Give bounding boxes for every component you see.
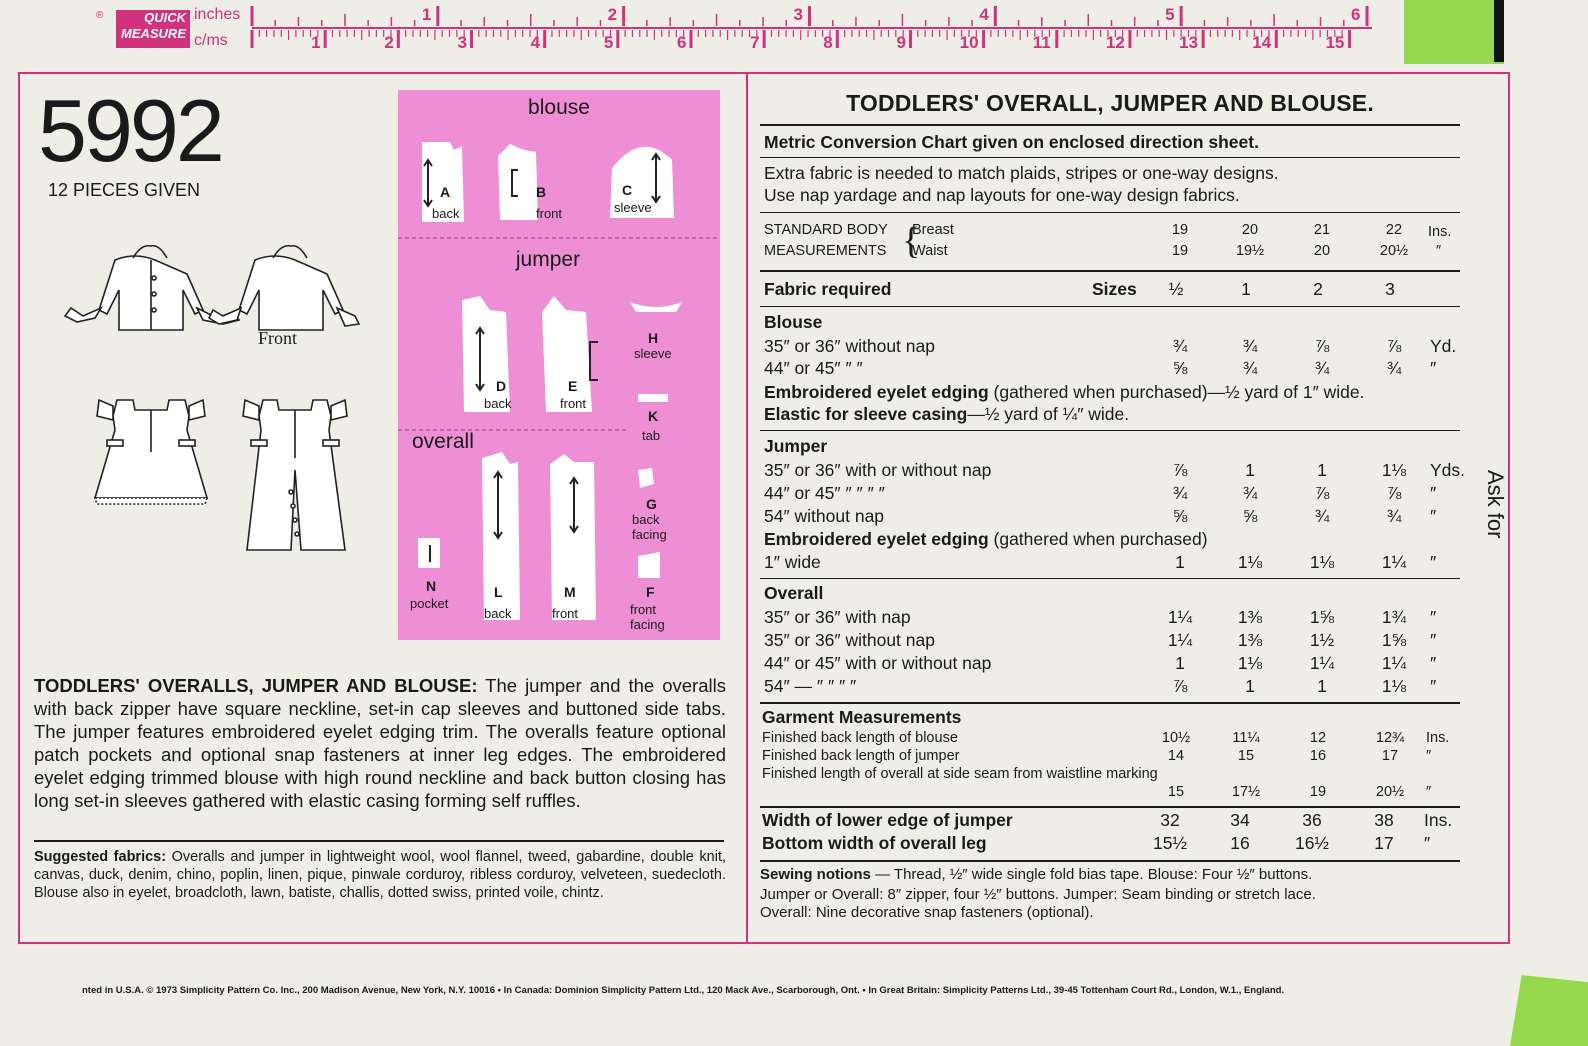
garment-row-value: 11¼: [1232, 730, 1260, 746]
piece-name-d: back: [484, 396, 512, 411]
width-row-value: 34: [1230, 810, 1250, 830]
overall-row-value: 1⅛: [1237, 653, 1263, 673]
overall-row-value: 1: [1175, 653, 1185, 673]
sewing-notions-line-2: Jumper or Overall: 8″ zipper, four ½″ buttons. Jumper: Seam binding or stretch lace.: [760, 886, 1316, 903]
overall-row-value: 1¼: [1167, 630, 1193, 650]
waist-value: 19½: [1235, 243, 1265, 259]
rule-extra: [760, 212, 1460, 213]
column-divider: [746, 72, 748, 944]
jumper-row-label: 54″ without nap: [764, 506, 885, 526]
blouse-elastic-line: [764, 404, 1129, 425]
blouse-front-illustration: [209, 246, 359, 330]
breast-value: 22: [1385, 222, 1403, 238]
inch-label: 5: [1165, 5, 1175, 24]
description-body: The jumper and the overalls with back zipper have square neckline, set-in cap sleeves and buttoned side tabs. The jumper features embroidered eyelet edging trim. The overalls feature optional patch pockets and optional snap fasteners at inner leg edges. The embroidered eyelet edging trimmed blouse with high round neckline and back button closing has long set-in sleeves gathered with elastic casing forming self ruffles.: [34, 675, 726, 811]
cm-label: 2: [384, 33, 394, 52]
blouse-elastic-rest: —½ yard of ¼″ wide.: [967, 404, 1130, 424]
piece-letter-c: C: [622, 182, 633, 198]
piece-f-shape: [638, 552, 660, 578]
garment-row-label: Finished back length of jumper: [762, 748, 960, 764]
width-row-value: 16½: [1294, 833, 1330, 853]
waist-value: 20: [1313, 243, 1331, 259]
jumper-row-unit: Yds.: [1430, 460, 1466, 480]
overall-row-unit: ″: [1430, 676, 1437, 696]
jumper-row-value: ⅝: [1172, 506, 1188, 526]
piece-name-g: back facing: [632, 512, 667, 542]
piece-letter-k: K: [648, 408, 659, 424]
size-value: ½: [1168, 279, 1184, 299]
overall-row-value: 1⅜: [1237, 630, 1263, 650]
blouse-row-value: ¾: [1386, 358, 1402, 378]
notions-text-1: — Thread, ½″ wide single fold bias tape. Blouse: Four ½″ buttons.: [875, 866, 1313, 883]
waist-value: 19: [1171, 243, 1189, 259]
overall-heading: Overall: [764, 583, 824, 603]
front-label: Front: [258, 328, 298, 348]
body-label-2: MEASUREMENTS: [764, 243, 887, 259]
overall-row-unit: ″: [1430, 630, 1437, 650]
garment-row-value: 15: [1167, 784, 1185, 800]
overall-row-value: 1¾: [1381, 607, 1407, 627]
fabric-required-label: Fabric required: [764, 279, 892, 299]
width-row-value: 32: [1160, 810, 1180, 830]
body-unit-ditto: ″: [1436, 243, 1442, 259]
pattern-number: 5992: [38, 81, 222, 180]
jumper-eyelet-row-value: 1⅛: [1237, 552, 1263, 572]
inches-unit-label: inches: [194, 6, 241, 23]
cm-label: 8: [823, 33, 833, 52]
piece-e-shape: [542, 296, 592, 412]
waist-value: 20½: [1379, 243, 1409, 259]
blouse-row-value: ¾: [1242, 336, 1258, 356]
blouse-eyelet-bold: Embroidered eyelet edging: [764, 382, 989, 402]
jumper-eyelet-row-label: 1″ wide: [764, 552, 821, 572]
piece-name-a: back: [432, 206, 460, 221]
tape-scrap-bottom: [1510, 975, 1588, 1046]
overall-section-title: overall: [412, 430, 474, 453]
quick-measure-brand-top: QUICK: [144, 10, 186, 25]
body-label-1: STANDARD BODY: [764, 222, 888, 238]
rule-metric: [760, 157, 1460, 158]
piece-name-l: back: [484, 606, 512, 621]
cm-label: 13: [1179, 33, 1199, 52]
blouse-row-value: ⅝: [1172, 358, 1188, 378]
rule-body: [760, 270, 1460, 272]
jumper-row-value: ¾: [1386, 506, 1402, 526]
width-row-value: 36: [1302, 810, 1322, 830]
overall-row-label: 54″ — ″ ″ ″ ″: [764, 676, 857, 696]
overall-row-label: 35″ or 36″ without nap: [764, 630, 935, 650]
blouse-row-value: ⅞: [1314, 336, 1330, 356]
garment-row-value: 12: [1309, 730, 1327, 746]
ruler-scale: [0, 0, 1400, 60]
jumper-row-label: 44″ or 45″ ″ ″ ″ ″: [764, 483, 885, 503]
pattern-pieces-panel: [398, 90, 720, 640]
garment-row-value: 17: [1381, 748, 1399, 764]
blouse-section-title: blouse: [528, 96, 590, 119]
overall-row-value: 1⅛: [1381, 676, 1407, 696]
jumper-row-label: 35″ or 36″ with or without nap: [764, 460, 992, 480]
garment-row-unit: ″: [1426, 784, 1432, 800]
piece-letter-b: B: [536, 184, 547, 200]
table-rule: [760, 430, 1460, 431]
cm-label: 15: [1325, 33, 1345, 52]
width-row-unit: ″: [1424, 833, 1431, 853]
overall-row-unit: ″: [1430, 653, 1437, 673]
cm-unit-label: c/ms: [194, 32, 228, 49]
rule-title: [760, 124, 1460, 126]
garment-row-value: 15: [1237, 748, 1255, 764]
blouse-elastic-bold: Elastic for sleeve casing: [764, 404, 968, 424]
garment-row-label: Finished length of overall at side seam from waistline marking: [762, 766, 1158, 782]
piece-name-k: tab: [642, 428, 661, 443]
jumper-row-value: ⅞: [1386, 483, 1402, 503]
piece-name-f: front facing: [630, 602, 665, 632]
jumper-row-value: ¾: [1314, 506, 1330, 526]
suggested-fabrics: [34, 848, 726, 902]
piece-letter-l: L: [494, 584, 503, 600]
cm-label: 10: [959, 33, 979, 52]
sewing-notions-line-3: Overall: Nine decorative snap fasteners (optional).: [760, 904, 1094, 921]
piece-d-shape: [462, 296, 510, 412]
garment-row-value: 10½: [1161, 730, 1191, 746]
jumper-row-value: 1: [1317, 460, 1327, 480]
piece-name-b: front: [536, 206, 563, 221]
blouse-row-value: ¾: [1242, 358, 1258, 378]
piece-k-shape: [638, 394, 668, 402]
cm-label: 6: [676, 33, 687, 52]
fabrics-lead: Suggested fabrics:: [34, 849, 167, 865]
overall-row-value: 1¼: [1167, 607, 1193, 627]
tape-scrap-top: [1404, 0, 1504, 64]
sizes-label: Sizes: [1092, 279, 1137, 299]
piece-letter-m: M: [564, 584, 576, 600]
pieces-given: 12 PIECES GIVEN: [48, 180, 201, 200]
cm-label: 4: [530, 33, 541, 52]
jumper-eyelet-bold: Embroidered eyelet edging: [764, 529, 989, 549]
cm-label: 9: [896, 33, 906, 52]
size-value: 1: [1241, 279, 1251, 299]
blouse-row-label: 44″ or 45″ ″ ″: [764, 358, 863, 378]
cm-label: 11: [1032, 33, 1051, 52]
table-rule: [760, 702, 1460, 704]
jumper-row-value: 1⅛: [1381, 460, 1407, 480]
cm-label: 14: [1252, 33, 1272, 52]
pattern-description: [34, 674, 726, 812]
quick-measure-brand-bottom: MEASURE: [120, 26, 186, 41]
garment-illustrations: [55, 230, 360, 560]
jumper-eyelet-row-unit: ″: [1430, 552, 1437, 572]
garment-row-value: 17½: [1231, 784, 1261, 800]
cm-label: 12: [1105, 33, 1125, 52]
pattern-pieces-diagram: [398, 90, 720, 640]
extra-fabric-note-1: Extra fabric is needed to match plaids, stripes or one-way designs.: [764, 163, 1279, 183]
description-rule: [34, 840, 724, 842]
piece-b-shape: [498, 144, 538, 220]
piece-letter-a: A: [440, 184, 451, 200]
table-rule: [760, 860, 1460, 862]
jumper-row-value: ¾: [1172, 483, 1188, 503]
blouse-heading: Blouse: [764, 312, 823, 332]
width-row-label: Bottom width of overall leg: [762, 833, 987, 853]
width-row-value: 15½: [1152, 833, 1188, 853]
piece-name-c: sleeve: [614, 200, 652, 215]
table-rule: [760, 806, 1460, 808]
jumper-eyelet-row-value: 1⅛: [1309, 552, 1335, 572]
ask-for-text: Ask for: [1483, 470, 1508, 539]
cm-label: 7: [750, 33, 760, 52]
overall-row-unit: ″: [1430, 607, 1437, 627]
inch-label: 3: [793, 5, 803, 24]
jumper-heading: Jumper: [764, 436, 828, 456]
description-lead: TODDLERS' OVERALLS, JUMPER AND BLOUSE:: [34, 675, 478, 696]
inch-label: 4: [979, 5, 989, 24]
piece-name-e: front: [560, 396, 587, 411]
jumper-row-value: ⅞: [1172, 460, 1188, 480]
sewing-notions-line-1: [760, 866, 1312, 883]
breast-label: Breast: [912, 222, 954, 238]
rule-sizes: [760, 306, 1460, 307]
blouse-row-value: ¾: [1172, 336, 1188, 356]
notions-lead: Sewing notions: [760, 866, 871, 883]
tape-mark: [1494, 0, 1504, 62]
inch-label: 2: [607, 5, 618, 24]
blouse-eyelet-rest: (gathered when purchased)—½ yard of 1″ wide.: [988, 382, 1365, 402]
jumper-row-value: ⅝: [1242, 506, 1258, 526]
overall-row-value: ⅞: [1172, 676, 1188, 696]
overall-row-value: 1⅜: [1237, 607, 1263, 627]
cm-label: 3: [457, 33, 467, 52]
garment-row-unit: Ins.: [1426, 730, 1450, 746]
cm-label: 5: [603, 33, 614, 52]
jumper-illustration: [95, 400, 207, 504]
width-row-label: Width of lower edge of jumper: [762, 810, 1013, 830]
copyright-footer: nted in U.S.A. © 1973 Simplicity Pattern Co. Inc., 200 Madison Avenue, New York, N.Y. 10016 • In Canada: Dominion Simplicity Pattern Ltd., 120 Mack Ave., Scarborough, Ont. • In Great Britain: Simplicity Patterns Ltd., 39-45 Tottenham Court Rd., London, W.1., England.: [82, 985, 1285, 996]
overall-illustration: [243, 400, 347, 550]
blouse-row-label: 35″ or 36″ without nap: [764, 336, 935, 356]
jumper-row-value: ⅞: [1314, 483, 1330, 503]
overall-row-value: 1: [1245, 676, 1255, 696]
metric-note: Metric Conversion Chart given on enclosed direction sheet.: [764, 132, 1259, 152]
garment-row-value: 16: [1309, 748, 1327, 764]
garment-row-value: 14: [1167, 748, 1185, 764]
chart-title: TODDLERS' OVERALL, JUMPER AND BLOUSE.: [846, 90, 1374, 116]
jumper-eyelet-row-value: 1¼: [1381, 552, 1407, 572]
quick-measure-ruler: [0, 0, 1588, 70]
piece-letter-n: N: [426, 578, 437, 594]
overall-row-value: 1¼: [1381, 653, 1407, 673]
garment-heading: Garment Measurements: [762, 707, 962, 727]
garment-row-value: 20½: [1375, 784, 1405, 800]
registered-mark: ®: [96, 10, 104, 21]
piece-letter-f: F: [646, 584, 655, 600]
jumper-eyelet-rest: (gathered when purchased): [988, 529, 1208, 549]
overall-row-label: 44″ or 45″ with or without nap: [764, 653, 992, 673]
jumper-row-value: 1: [1245, 460, 1255, 480]
blouse-row-unit: Yd.: [1430, 336, 1457, 356]
size-value: 2: [1313, 279, 1323, 299]
piece-g-shape: [638, 468, 654, 488]
jumper-row-value: ¾: [1242, 483, 1258, 503]
garment-row-value: 12¾: [1375, 730, 1405, 746]
garment-row-label: Finished back length of blouse: [762, 730, 958, 746]
piece-name-m: front: [552, 606, 579, 621]
width-row-value: 16: [1230, 833, 1250, 853]
inch-label: 6: [1351, 5, 1361, 24]
breast-value: 19: [1171, 222, 1189, 238]
jumper-row-unit: ″: [1430, 483, 1437, 503]
garment-row-unit: ″: [1426, 748, 1432, 764]
piece-letter-d: D: [496, 378, 507, 394]
blouse-row-value: ⅞: [1386, 336, 1402, 356]
blouse-row-value: ¾: [1314, 358, 1330, 378]
breast-value: 21: [1313, 222, 1331, 238]
overall-row-value: 1⅝: [1309, 607, 1335, 627]
piece-letter-g: G: [646, 496, 657, 512]
jumper-eyelet-row-value: 1: [1175, 552, 1185, 572]
waist-label: Waist: [912, 243, 948, 259]
extra-fabric-note-2: Use nap yardage and nap layouts for one-way design fabrics.: [764, 185, 1240, 205]
jumper-section-title: jumper: [515, 248, 581, 271]
overall-row-value: 1½: [1309, 630, 1335, 650]
fabrics-body: Overalls and jumper in lightweight wool, wool flannel, tweed, gabardine, double knit, canvas, duck, denim, chino, poplin, linen, pique, pinwale corduroy, ribless corduroy, velveteen, suedecloth. Blouse also in eyelet, broadcloth, lawn, batiste, challis, dotted swiss, printed voile, chintz.: [34, 849, 727, 901]
overall-row-value: 1⅝: [1381, 630, 1407, 650]
garment-row-value: 19: [1309, 784, 1327, 800]
inch-label: 1: [421, 5, 432, 24]
table-rule: [760, 578, 1460, 579]
piece-letter-h: H: [648, 330, 659, 346]
brace-symbol: {: [902, 220, 921, 262]
jumper-row-unit: ″: [1430, 506, 1437, 526]
piece-letter-e: E: [568, 378, 578, 394]
cm-label: 1: [311, 33, 321, 52]
piece-name-h: sleeve: [634, 346, 672, 361]
overall-row-label: 35″ or 36″ with nap: [764, 607, 911, 627]
size-value: 3: [1385, 279, 1395, 299]
width-row-value: 38: [1374, 810, 1394, 830]
piece-h-shape: [630, 302, 682, 312]
jumper-eyelet-line: [764, 529, 1208, 550]
overall-row-value: 1¼: [1309, 653, 1335, 673]
blouse-row-unit: ″: [1430, 358, 1437, 378]
body-unit-ins: Ins.: [1428, 224, 1452, 240]
piece-name-n: pocket: [410, 596, 449, 611]
blouse-eyelet-line: [764, 382, 1365, 403]
breast-value: 20: [1241, 222, 1259, 238]
width-row-unit: Ins.: [1424, 810, 1453, 830]
overall-row-value: 1: [1317, 676, 1327, 696]
width-row-value: 17: [1374, 833, 1394, 853]
